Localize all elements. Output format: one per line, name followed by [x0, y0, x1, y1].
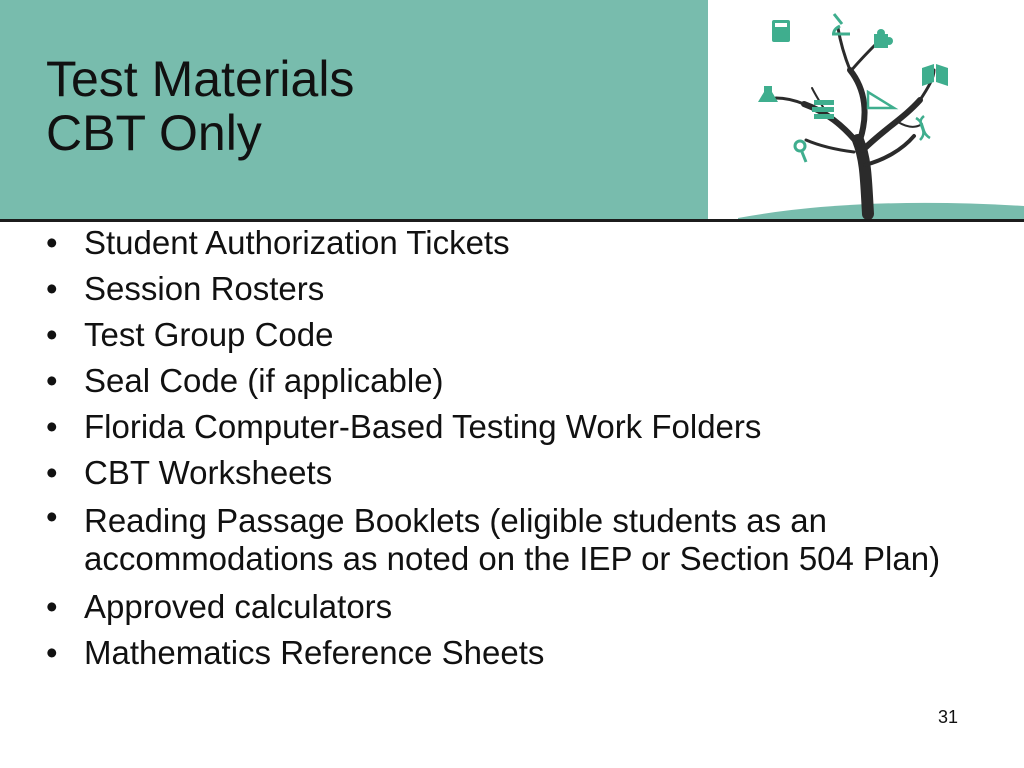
triangle-ruler-icon: [868, 92, 894, 108]
open-book-icon: [922, 64, 948, 86]
title-line-2: CBT Only: [46, 105, 262, 161]
books-icon: [812, 100, 834, 119]
title-banner: [0, 0, 708, 220]
materials-list: [46, 222, 996, 678]
tree-illustration: [708, 0, 1024, 220]
slide-title: [46, 52, 354, 160]
list-item-text: Test Group Code: [84, 316, 334, 353]
list-item: [46, 360, 996, 402]
ground-icon: [738, 203, 1024, 220]
list-item: [46, 452, 996, 494]
bullet-icon: •: [46, 634, 58, 671]
list-item: [46, 498, 996, 582]
list-item-text: Florida Computer-Based Testing Work Folders: [84, 408, 762, 445]
list-item: [46, 314, 996, 356]
bullet-icon: •: [46, 498, 58, 535]
bullet-icon: •: [46, 408, 58, 445]
bullet-icon: •: [46, 224, 58, 261]
tree-icon: [708, 0, 1024, 220]
microscope-icon: [832, 14, 850, 34]
puzzle-icon: [874, 29, 893, 48]
list-item-text: Session Rosters: [84, 270, 325, 307]
page-number: 31: [938, 707, 959, 727]
list-item: [46, 268, 996, 310]
list-item: [46, 586, 996, 628]
list-item: [46, 222, 996, 264]
bullet-icon: •: [46, 362, 58, 399]
title-line-1: Test Materials: [46, 51, 355, 107]
bullet-icon: •: [46, 454, 58, 491]
list-item-text: Reading Passage Booklets (eligible students as an accommodations as noted on the IEP or Section 504 Plan): [84, 502, 941, 577]
list-item: [46, 632, 996, 674]
bullet-icon: •: [46, 316, 58, 353]
list-item-text: Mathematics Reference Sheets: [84, 634, 545, 671]
bullet-icon: •: [46, 270, 58, 307]
list-item-text: CBT Worksheets: [84, 454, 333, 491]
magnifier-icon: [795, 141, 806, 162]
list-item-text: Seal Code (if applicable): [84, 362, 444, 399]
list-item-text: Approved calculators: [84, 588, 393, 625]
calculator-icon: [772, 20, 790, 42]
list-item-text: Student Authorization Tickets: [84, 224, 510, 261]
bullet-icon: •: [46, 588, 58, 625]
flask-icon: [758, 86, 778, 102]
list-item: [46, 406, 996, 448]
dna-icon: [916, 116, 930, 140]
